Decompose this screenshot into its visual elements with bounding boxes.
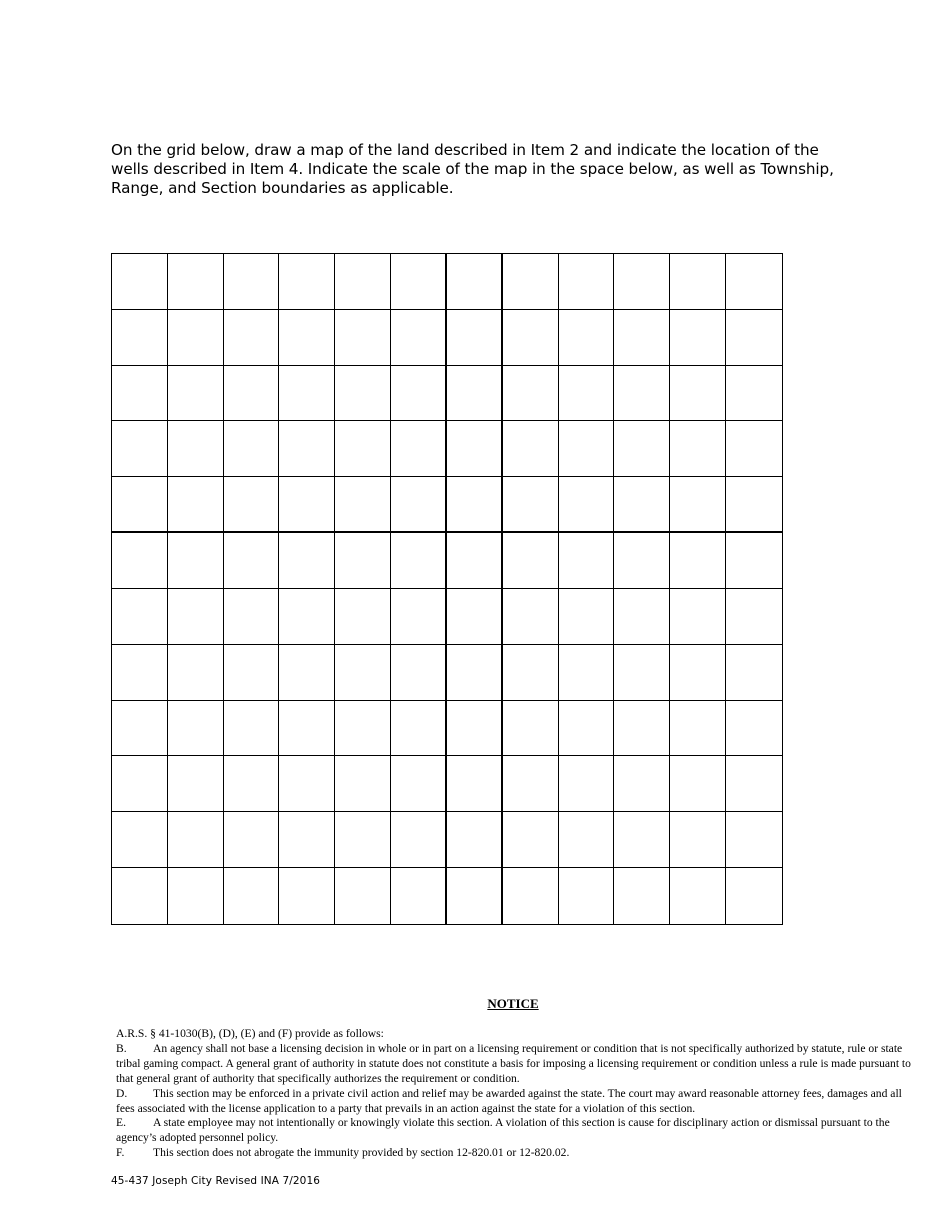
grid-cell[interactable] [279,589,335,645]
grid-cell[interactable] [726,421,782,477]
grid-cell[interactable] [614,812,670,868]
notice-item-e [116,1116,916,1146]
grid-cell[interactable] [726,366,782,422]
grid-cell[interactable] [614,589,670,645]
grid-cell[interactable] [279,421,335,477]
grid-cell[interactable] [335,868,391,924]
grid-cell[interactable] [670,812,726,868]
grid-cell[interactable] [335,254,391,310]
grid-cell[interactable] [112,366,168,422]
grid-cell[interactable] [112,421,168,477]
grid-cell[interactable] [503,421,559,477]
grid-cell[interactable] [224,421,280,477]
grid-cell[interactable] [614,533,670,589]
grid-cell[interactable] [447,589,503,645]
grid-cell[interactable] [391,868,447,924]
grid-cell[interactable] [168,645,224,701]
grid-cell[interactable] [391,589,447,645]
map-grid[interactable] [111,253,783,925]
grid-cell[interactable] [447,868,503,924]
grid-cell[interactable] [559,533,615,589]
grid-cell[interactable] [670,310,726,366]
grid-cell[interactable] [168,756,224,812]
grid-cell[interactable] [726,645,782,701]
grid-cell[interactable] [559,756,615,812]
grid-cell[interactable] [168,421,224,477]
grid-cell[interactable] [335,701,391,757]
grid-cell[interactable] [224,701,280,757]
grid-cell[interactable] [670,701,726,757]
grid-cell[interactable] [614,421,670,477]
notice-intro: A.R.S. § 41-1030(B), (D), (E) and (F) provide as follows: [116,1027,384,1040]
grid-cell[interactable] [559,701,615,757]
grid-cell[interactable] [335,589,391,645]
grid-cell[interactable] [335,477,391,533]
grid-cell[interactable] [614,254,670,310]
grid-cell[interactable] [391,701,447,757]
grid-cell[interactable] [112,254,168,310]
notice-item-label: E. [116,1116,126,1130]
grid-cell[interactable] [168,254,224,310]
grid-cell[interactable] [168,868,224,924]
grid-cell[interactable] [391,477,447,533]
grid-cell[interactable] [224,868,280,924]
grid-cell[interactable] [168,310,224,366]
grid-cell[interactable] [503,366,559,422]
grid-cell[interactable] [447,812,503,868]
grid-cell[interactable] [559,868,615,924]
grid-cell[interactable] [670,477,726,533]
grid-cell[interactable] [726,310,782,366]
grid-cell[interactable] [670,756,726,812]
grid-cell[interactable] [614,366,670,422]
grid-cell[interactable] [224,477,280,533]
grid-cell[interactable] [559,254,615,310]
grid-cell[interactable] [559,477,615,533]
grid-cell[interactable] [168,701,224,757]
grid-cell[interactable] [112,533,168,589]
grid-cell[interactable] [279,756,335,812]
grid-cell[interactable] [447,477,503,533]
notice-item-text: This section does not abrogate the immunity provided by section 12-820.01 or 12-820.02. [153,1146,570,1160]
grid-cell[interactable] [503,254,559,310]
notice-item-b [116,1042,916,1087]
grid-cell[interactable] [112,310,168,366]
grid-cell[interactable] [503,756,559,812]
notice-item-text: An agency shall not base a licensing decision in whole or in part on a licensing requirement or condition that is not specifically authorized by statute, rule or state tribal gaming compact. A general grant of authority in statute does not constitute a basis for imposing a licensing requirement or condition unless a rule is made pursuant to that general grant of authority that specifically authorizes the requirement or condition. [116,1041,911,1085]
grid-cell[interactable] [168,533,224,589]
form-footer: 45-437 Joseph City Revised INA 7/2016 [111,1175,321,1187]
grid-cell[interactable] [670,589,726,645]
notice-body [116,1027,916,1161]
notice-item-label: D. [116,1086,128,1100]
grid-cell[interactable] [279,645,335,701]
grid-cell[interactable] [279,310,335,366]
notice-item-d [116,1087,916,1117]
grid-cell[interactable] [447,310,503,366]
grid-cell[interactable] [503,310,559,366]
grid-cell[interactable] [614,701,670,757]
grid-cell[interactable] [112,645,168,701]
notice-item-f [116,1146,916,1161]
grid-cell[interactable] [279,533,335,589]
notice-title: NOTICE [487,996,539,1011]
grid-cell[interactable] [503,477,559,533]
grid-cell[interactable] [279,477,335,533]
grid-cell[interactable] [335,421,391,477]
grid-cell[interactable] [335,812,391,868]
grid-cell[interactable] [559,366,615,422]
grid-cell[interactable] [447,645,503,701]
grid-cell[interactable] [447,533,503,589]
grid-cell[interactable] [224,310,280,366]
grid-cell[interactable] [391,533,447,589]
grid-cell[interactable] [670,421,726,477]
grid-cell[interactable] [670,868,726,924]
grid-cell[interactable] [335,533,391,589]
grid-cell[interactable] [503,533,559,589]
grid-cell[interactable] [279,868,335,924]
grid-cell[interactable] [447,421,503,477]
grid-cell[interactable] [726,756,782,812]
grid-cell[interactable] [224,645,280,701]
grid-cell[interactable] [447,756,503,812]
grid-cell[interactable] [670,366,726,422]
grid-cell[interactable] [614,868,670,924]
grid-cell[interactable] [614,756,670,812]
grid-cell[interactable] [726,477,782,533]
grid-cell[interactable] [559,421,615,477]
grid-cell[interactable] [447,701,503,757]
grid-cell[interactable] [670,254,726,310]
notice-item-label: F. [116,1146,125,1160]
grid-cell[interactable] [391,254,447,310]
grid-cell[interactable] [391,310,447,366]
grid-cell[interactable] [224,254,280,310]
notice-item-label: B. [116,1041,127,1055]
grid-cell[interactable] [614,645,670,701]
grid-cell[interactable] [503,868,559,924]
grid-cell[interactable] [559,645,615,701]
grid-cell[interactable] [614,310,670,366]
grid-cell[interactable] [391,421,447,477]
grid-cell[interactable] [670,533,726,589]
grid-cell[interactable] [726,868,782,924]
map-instructions: On the grid below, draw a map of the land described in Item 2 and indicate the location of the wells described in Item 4. Indicate the scale of the map in the space below, as well as Township, Range, and Section boundaries as applicable. [111,141,834,197]
grid-cell[interactable] [279,254,335,310]
grid-cell[interactable] [503,701,559,757]
grid-cell[interactable] [335,310,391,366]
grid-cell[interactable] [614,477,670,533]
grid-cell[interactable] [112,756,168,812]
grid-cell[interactable] [112,477,168,533]
grid-cell[interactable] [559,589,615,645]
grid-cell[interactable] [726,812,782,868]
grid-cell[interactable] [224,589,280,645]
grid-cell[interactable] [559,812,615,868]
grid-cell[interactable] [559,310,615,366]
grid-cell[interactable] [391,812,447,868]
grid-cell[interactable] [726,589,782,645]
notice-item-text: A state employee may not intentionally or knowingly violate this section. A violation of this section is cause for disciplinary action or dismissal pursuant to the agency’s adopted personnel policy. [116,1116,890,1145]
grid-cell[interactable] [279,812,335,868]
grid-cell[interactable] [279,366,335,422]
grid-cell[interactable] [224,533,280,589]
grid-cell[interactable] [168,477,224,533]
grid-cell[interactable] [224,756,280,812]
grid-cell[interactable] [391,366,447,422]
grid-cell[interactable] [503,645,559,701]
grid-cell[interactable] [224,366,280,422]
grid-cell[interactable] [503,812,559,868]
grid-cell[interactable] [168,812,224,868]
grid-cell[interactable] [335,756,391,812]
grid-cell[interactable] [112,812,168,868]
grid-cell[interactable] [224,812,280,868]
grid-cell[interactable] [726,533,782,589]
grid-cell[interactable] [112,701,168,757]
grid-cell[interactable] [168,366,224,422]
grid-cell[interactable] [447,254,503,310]
grid-cell[interactable] [391,645,447,701]
grid-cell[interactable] [112,868,168,924]
grid-cell[interactable] [112,589,168,645]
grid-cell[interactable] [447,366,503,422]
grid-cell[interactable] [335,366,391,422]
grid-cell[interactable] [168,589,224,645]
grid-cell[interactable] [279,701,335,757]
grid-cell[interactable] [726,254,782,310]
grid-cell[interactable] [503,589,559,645]
notice-item-text: This section may be enforced in a private civil action and relief may be awarded against the state. The court may award reasonable attorney fees, damages and all fees associated with the license application to a party that prevails in an action against the state for a violation of this section. [116,1086,902,1115]
grid-cell[interactable] [670,645,726,701]
grid-cell[interactable] [726,701,782,757]
grid-cell[interactable] [335,645,391,701]
grid-cell[interactable] [391,756,447,812]
